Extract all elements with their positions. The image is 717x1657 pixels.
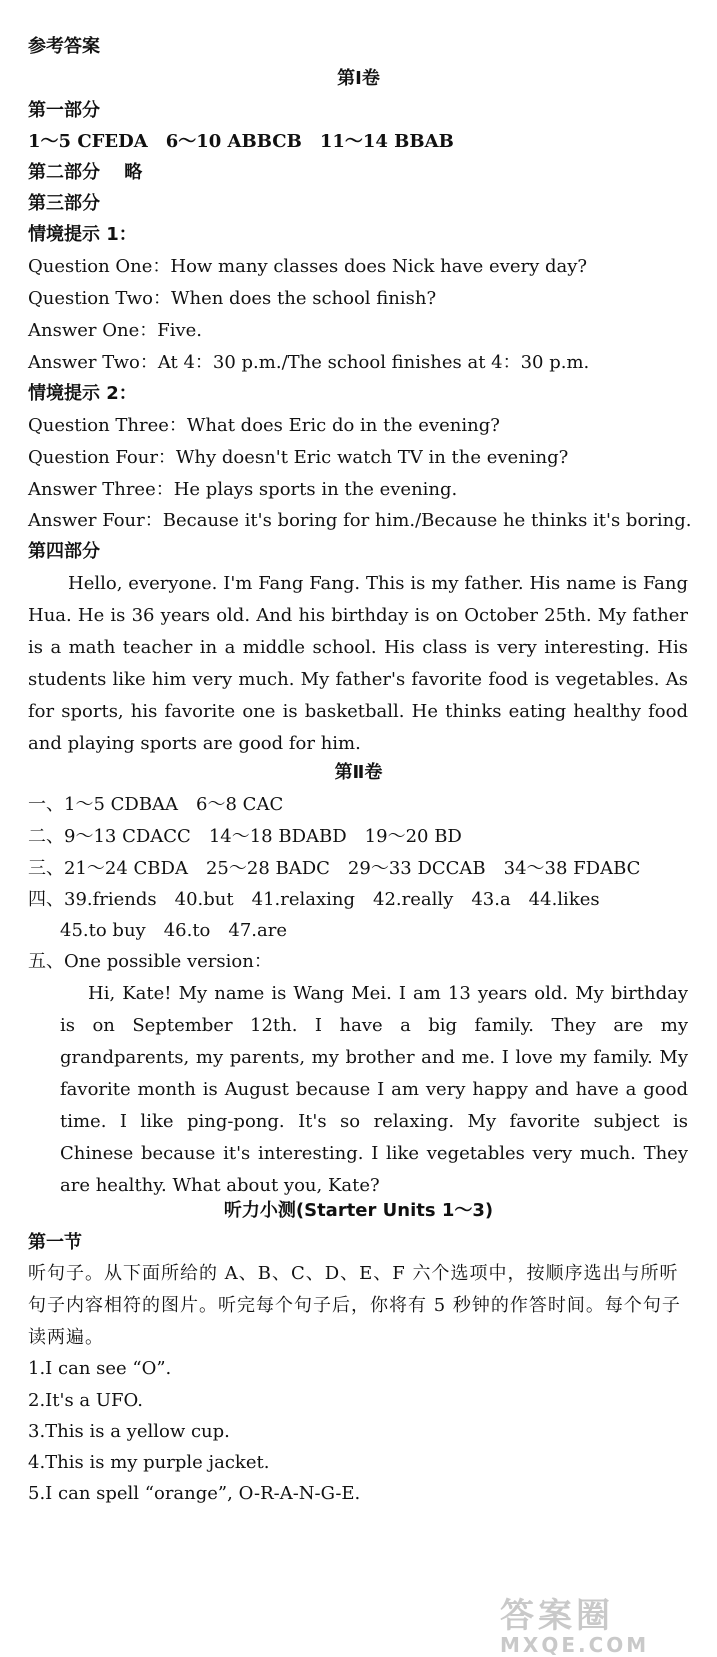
part3-title: 第三部分 — [28, 193, 100, 214]
vol2-title: 第Ⅱ卷 — [334, 762, 383, 783]
scene2-line: Question Four：Why doesn't Eric watch TV in the evening? — [28, 447, 569, 468]
watermark-en: MXQE.COM — [500, 1633, 650, 1657]
scene2-line: Answer Three：He plays sports in the evening. — [28, 479, 458, 500]
scene1-line: Answer Two：At 4：30 p.m./The school finishes at 4：30 p.m. — [28, 352, 590, 373]
listening-section1: 第一节 — [28, 1232, 82, 1253]
scene2-line: Question Three：What does Eric do in the evening? — [28, 415, 500, 436]
part1-title: 第一部分 — [28, 100, 100, 121]
scene1-label: 情境提示 1： — [28, 224, 137, 245]
listening-sentence: 3.This is a yellow cup. — [28, 1421, 230, 1442]
vol2-answer-line: 三、21～24 CBDA 25～28 BADC 29～33 DCCAB 34～38 FDABC — [28, 858, 641, 879]
listening-title: 听力小测(Starter Units 1～3) — [223, 1200, 494, 1221]
writing-sample-text: Hi, Kate! My name is Wang Mei. I am 13 years old. My birthday is on September 12th. I have a big family. They are my grandparents, my parents, my brother and me. I love my family. My favorite month is August because I am very happy and have a good time. I like ping-pong. It's so relaxing. My favorite subject is Chinese because it's interesting. I like vegetables very much. They are healthy. What about you, Kate? — [60, 983, 688, 1196]
writing-sample — [60, 978, 688, 1202]
part4-title: 第四部分 — [28, 541, 100, 562]
part4-essay — [28, 568, 688, 760]
vol2-answer-line: 一、1～5 CDBAA 6～8 CAC — [28, 794, 284, 815]
watermark-logo — [500, 1588, 700, 1657]
page-header: 参考答案 — [28, 36, 100, 57]
part4-essay-text: Hello, everyone. I'm Fang Fang. This is my father. His name is Fang Hua. He is 36 years old. And his birthday is on October 25th. My father is a math teacher in a middle school. His class is very interesting. His students like him very much. My father's favorite food is vegetables. As for sports, his favorite one is basketball. He thinks eating healthy food and playing sports are good for him. — [28, 573, 688, 754]
scene1-line: Question One：How many classes does Nick have every day? — [28, 256, 588, 277]
vol2-answer-line: 45.to buy 46.to 47.are — [60, 920, 288, 941]
scene1-line: Question Two：When does the school finish? — [28, 288, 437, 309]
watermark-cn: 答案圈 — [500, 1596, 614, 1636]
listening-sentence: 2.It's a UFO. — [28, 1390, 143, 1411]
scene2-label: 情境提示 2： — [28, 383, 137, 404]
part1-answers: 1～5 CFEDA 6～10 ABBCB 11～14 BBAB — [28, 131, 454, 152]
scene2-line: Answer Four：Because it's boring for him./Because he thinks it's boring. — [28, 510, 692, 531]
part2-answer: 略 — [124, 162, 143, 183]
vol2-answer-line: 二、9～13 CDACC 14～18 BDABD 19～20 BD — [28, 826, 462, 847]
part2-title-text: 第二部分 — [28, 162, 100, 183]
listening-sentence: 5.I can spell “orange”, O-R-A-N-G-E. — [28, 1483, 361, 1504]
vol1-title: 第Ⅰ卷 — [337, 68, 380, 89]
scene1-line: Answer One：Five. — [28, 320, 203, 341]
listening-sentence: 4.This is my purple jacket. — [28, 1452, 270, 1473]
vol2-answer-line: 五、One possible version： — [28, 951, 272, 972]
vol2-answer-line: 四、39.friends 40.but 41.relaxing 42.really 43.a 44.likes — [28, 889, 600, 910]
part2-title — [28, 162, 699, 184]
listening-instructions: 听句子。从下面所给的 A、B、C、D、E、F 六个选项中，按顺序选出与所听句子内容相符的图片。听完每个句子后，你将有 5 秒钟的作答时间。每个句子读两遍。 — [28, 1263, 681, 1348]
listening-sentence: 1.I can see “O”. — [28, 1358, 172, 1379]
